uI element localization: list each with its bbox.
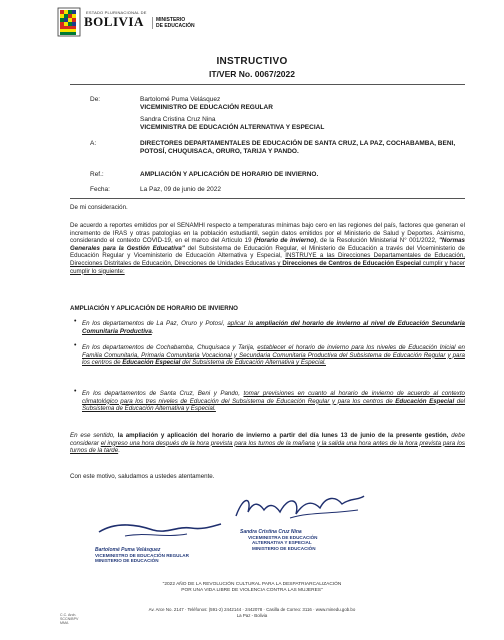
para2-text-a: En ese sentido, — [70, 432, 118, 439]
bolivia-shield-icon — [56, 6, 82, 38]
ref-label: Ref.: — [90, 171, 104, 178]
bullet1-text-b: aplicar la — [227, 320, 256, 327]
reference: AMPLIACIÓN Y APLICACIÓN DE HORARIO DE INVIERNO. — [140, 171, 319, 178]
para2-text-b: la ampliación y aplicación del horario de invierno a partir del día lunes 13 de junio de la presente gestión, — [117, 432, 449, 439]
fecha-label: Fecha: — [90, 186, 110, 193]
right-signer-role-1: VICEMINISTRA DE EDUCACIÓN — [248, 535, 318, 540]
handwritten-signature-right-icon — [230, 490, 370, 524]
initials-line-2: SCCN/BPV — [60, 617, 79, 622]
para2-text-c: debe considerar — [70, 432, 466, 447]
bullet-2-marker-icon: • — [74, 342, 77, 349]
bullet1-text-d: . — [151, 327, 154, 335]
initials-line-3: MMA — [60, 621, 69, 626]
de-sender-1 — [140, 96, 470, 112]
ministry-line-2: DE EDUCACIÓN — [156, 23, 195, 29]
country-name: BOLIVIA — [84, 14, 144, 29]
para1-text-a: De acuerdo a reportes emitidos por el SENAMHI respecto a temperaturas mínimas bajo cero en las regiones del país, factores que generan el incremento de IRAS y otras patologías en la población estudiantil, según datos emitidos por el Ministerio de Salud y Deportes. Asimismo, considerando el contexto COVID-19, en el marco del Artículo 19 — [70, 222, 465, 245]
ministry-logo — [56, 6, 216, 42]
para1-text-h: cumplir y hacer cumplir lo siguiente: — [70, 259, 465, 275]
fields-divider — [70, 198, 465, 199]
bullet1-text-a: En los departamentos de La Paz, Oruro y Potosí, — [82, 320, 228, 327]
initials-line-1: C.C. Arch. — [60, 613, 77, 617]
bullet3-text-b: tomar previsiones en cuanto al horario de invierno de acuerdo al contexto climatológico para los tres niveles de Educación del Subsistema de Educación Regular y para los centros de — [82, 390, 465, 405]
motto-line-2: POR UNA VIDA LIBRE DE VIOLENCIA CONTRA LAS MUJERES" — [181, 588, 323, 593]
para1-text-b: (Horario de invierno) — [253, 237, 317, 245]
para2-text-e: . — [118, 447, 120, 455]
paragraph-1 — [70, 222, 465, 275]
bullet-3-marker-icon: • — [74, 388, 77, 395]
bullet3-text-c: Educación Especial — [395, 397, 455, 405]
sender-1-name: Bartolomé Puma Velásquez — [140, 96, 221, 103]
bullet-1 — [82, 320, 465, 335]
bullet-2 — [82, 344, 465, 367]
de-sender-2 — [140, 116, 470, 132]
header-divider — [70, 84, 465, 85]
sender-2-role: VICEMINISTRA DE EDUCACIÓN ALTERNATIVA Y ESPECIAL — [140, 124, 325, 131]
bullet2-text-b: establecer el horario de invierno para los niveles de Educación Inicial en Familia Comunitaria, Primaria Comunitaria Vocacional y Secundaria Comunitaria Productiva del Subsistema de Educación Regular y para los centros de — [82, 344, 465, 367]
closing: Con este motivo, saludamos a ustedes atentamente. — [70, 473, 215, 480]
handwritten-signature-left-icon — [95, 520, 225, 542]
bullet3-text-d: del Subsistema de Educación Alternativa y Especial. — [82, 397, 466, 413]
ministry-name — [152, 17, 216, 29]
address-line: Av. Arce No. 2147 · Teléfonos: (591-2) 2442144 · 2442078 · Casilla de Correo: 3116 · www.minedu.gob.bo — [148, 607, 356, 612]
document-title: INSTRUCTIVO — [216, 56, 288, 67]
paragraph-2 — [70, 432, 465, 455]
right-signer-name: Sandra Cristina Cruz Nina — [240, 529, 302, 535]
bullet3-text-a: En los departamentos de Santa Cruz, Beni y Pando, — [82, 390, 244, 397]
para2-text-d: el ingreso una hora después de la hora prevista para los turnos de la mañana y la salida una hora antes de la hora prevista para los turnos de la tarde — [70, 439, 465, 455]
bullet1-text-c: ampliación del horario de invierno al nivel de Educación Secundaria Comunitaria Productiva — [82, 320, 466, 335]
a-label: A: — [90, 140, 97, 147]
left-signer-role-2: MINISTERIO DE EDUCACIÓN — [95, 558, 159, 564]
left-signer-name: Bartolomé Puma Velásquez — [95, 547, 161, 553]
right-signer-role-3: MINISTERIO DE EDUCACIÓN — [252, 545, 316, 551]
state-label: ESTADO PLURINACIONAL DE — [86, 10, 147, 15]
bullet2-text-a: En los departamentos de Cochabamba, Chuquisaca y Tarija, — [82, 344, 258, 351]
motto-line-1: "2022 AÑO DE LA REVOLUCIÓN CULTURAL PARA LA DESPATRIARCALIZACIÓN — [162, 582, 342, 587]
bullet-3 — [82, 390, 465, 413]
right-signer-role-2: ALTERNATIVA Y ESPECIAL — [252, 540, 312, 546]
sender-1-role: VICEMINISTRO DE EDUCACIÓN REGULAR — [140, 104, 273, 111]
left-signer-role-1: VICEMINISTRO DE EDUCACIÓN REGULAR — [95, 553, 189, 558]
bullet2-text-d: del Subsistema de Educación Alternativa y Especial. — [180, 359, 326, 367]
official-motto — [0, 582, 504, 594]
de-label: De: — [90, 96, 101, 103]
signature-left — [95, 520, 225, 590]
city-line: La Paz - Bolivia — [236, 613, 268, 618]
signature-right — [230, 490, 370, 560]
para1-text-g: Direcciones de Centros de Educación Especial — [282, 259, 421, 267]
section-heading: AMPLIACIÓN Y APLICACIÓN DE HORARIO DE INVIERNO — [70, 305, 238, 312]
date-value: La Paz, 09 de junio de 2022 — [140, 186, 221, 193]
recipients: DIRECTORES DEPARTAMENTALES DE EDUCACIÓN DE SANTA CRUZ, LA PAZ, COCHABAMBA, BENI, POTOSÍ, CHUQUISACA, ORURO, TARIJA Y PANDO. — [140, 140, 456, 155]
ministry-line-1: MINISTERIO — [156, 17, 186, 23]
bullet2-text-c: Educación Especial — [122, 359, 181, 367]
document-number: IT/VER No. 0067/2022 — [209, 69, 295, 79]
para1-text-c: , de la Resolución Ministerial N° 001/2022, — [316, 237, 439, 245]
para1-text-e: del Subsistema de Educación Regular, el Ministerio de Educación a través del Viceministerio de Educación Regular y Viceministerio de Educación Alternativa y Especial, — [70, 244, 465, 260]
greeting: De mi consideración. — [70, 204, 128, 211]
para1-text-f: INSTRUYE a las Direcciones Departamentales de Educación, Direcciones Distritales de Educación, Direcciones de Unidades Educativas y — [70, 252, 466, 267]
para1-text-d: "Normas Generales para la Gestión Educativa" — [70, 237, 465, 252]
sender-2-name: Sandra Cristina Cruz Nina — [140, 116, 216, 123]
bullet-1-marker-icon: • — [74, 318, 77, 325]
